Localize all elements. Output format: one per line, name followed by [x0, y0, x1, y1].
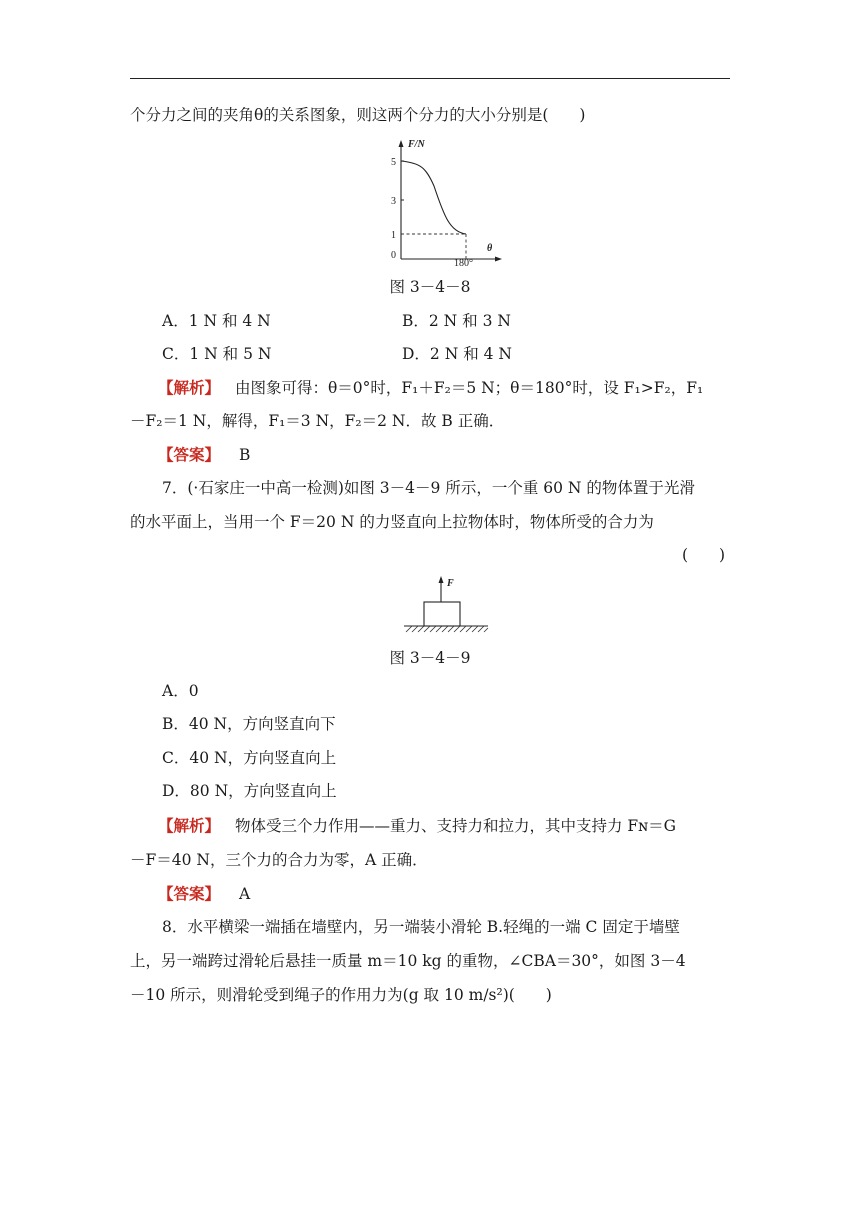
q7-analysis-text1: 物体受三个力作用——重力、支持力和拉力，其中支持力 Fɴ＝G: [234, 817, 677, 835]
q6-figure-caption: 图 3－4－8: [389, 278, 471, 296]
origin-label: 0: [391, 250, 396, 261]
q7-option-d: D．80 N，方向竖直向上: [162, 782, 337, 800]
q6-analysis-text1: 由图象可得：θ＝0°时，F₁＋F₂＝5 N；θ＝180°时，设 F₁>F₂，F₁: [234, 379, 704, 397]
q6-answer: [158, 444, 250, 466]
q6-answer-tag: 【答案】: [158, 445, 221, 464]
q6-option-c: C．1 N 和 5 N: [162, 345, 272, 363]
q6-option-a: A．1 N 和 4 N: [162, 312, 271, 330]
q6-analysis-line1: [158, 377, 703, 399]
q7-stem-line2: 的水平面上，当用一个 F＝20 N 的力竖直向上拉物体时，物体所受的合力为: [130, 513, 654, 531]
y-tick-5: 5: [391, 157, 396, 168]
q7-option-c: C．40 N，方向竖直向上: [162, 749, 337, 767]
q7-figure-caption: 图 3－4－9: [389, 649, 471, 667]
q7-analysis-tag: 【解析】: [158, 816, 221, 835]
q6-graph-figure: [386, 134, 506, 266]
q7-answer-value: A: [238, 885, 251, 903]
q7-analysis-line2: －F＝40 N，三个力的合力为零，A 正确．: [130, 851, 428, 869]
x-axis-label: θ: [487, 243, 493, 254]
q8-stem-line2: 上，另一端跨过滑轮后悬挂一质量 m＝10 kg 的重物，∠CBA＝30°，如图 3－4: [130, 952, 686, 970]
header-rule: [130, 78, 730, 79]
q6-option-b: B．2 N 和 3 N: [402, 312, 511, 330]
q7-analysis-line1: [158, 815, 676, 837]
q7-option-b: B．40 N，方向竖直向下: [162, 715, 336, 733]
q6-stem-tail: 个分力之间的夹角θ的关系图象，则这两个分力的大小分别是( ): [130, 106, 586, 124]
y-axis-label: F/N: [408, 139, 425, 150]
x-tick-180: 180°: [454, 258, 473, 266]
y-tick-1: 1: [391, 230, 396, 241]
force-label: F: [447, 578, 454, 589]
q6-analysis-tag: 【解析】: [158, 378, 221, 397]
q7-answer-bracket: ( ): [682, 546, 726, 564]
q6-analysis-line2: －F₂＝1 N，解得，F₁＝3 N，F₂＝2 N．故 B 正确．: [130, 412, 505, 430]
q7-block-figure: [400, 574, 492, 636]
q7-answer: [158, 883, 250, 905]
y-tick-3: 3: [391, 196, 396, 207]
q7-option-a: A．0: [162, 682, 199, 700]
q7-stem-line1: 7．(·石家庄一中高一检测)如图 3－4－9 所示，一个重 60 N 的物体置于光滑: [162, 479, 695, 497]
q7-answer-tag: 【答案】: [158, 884, 221, 903]
q8-stem-line1: 8．水平横梁一端插在墙壁内，另一端装小滑轮 B.轻绳的一端 C 固定于墙壁: [162, 918, 680, 936]
q8-stem-line3: －10 所示，则滑轮受到绳子的作用力为(g 取 10 m/s²)( ): [130, 986, 552, 1004]
q6-answer-value: B: [238, 446, 251, 464]
q6-option-d: D．2 N 和 4 N: [402, 345, 512, 363]
